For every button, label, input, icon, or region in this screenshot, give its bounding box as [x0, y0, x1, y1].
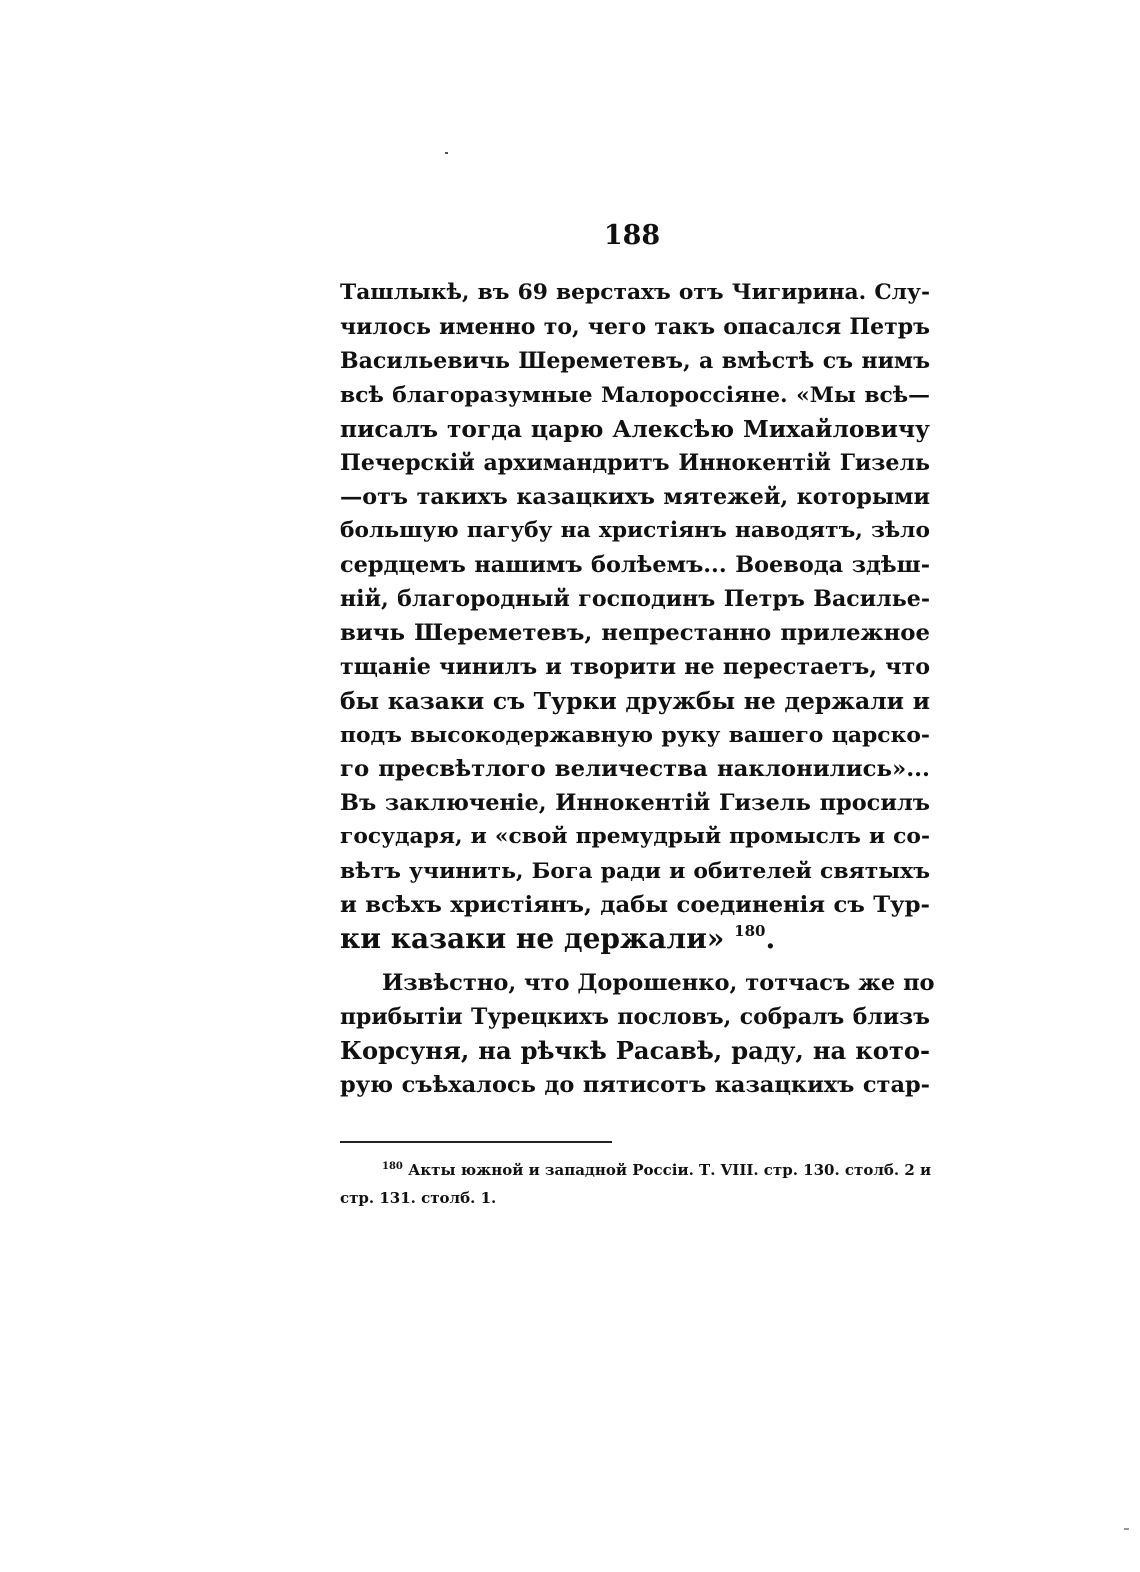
text-line: прибытіи Турецкихъ пословъ, собралъ близъ [340, 1004, 930, 1030]
text-line: Васильевичь Шереметевъ, а вмѣстѣ съ нимъ [340, 348, 930, 374]
footnote-reference: 180 [734, 922, 766, 940]
text-line: сердцемъ нашимъ болѣемъ... Воевода здѣш- [340, 552, 930, 578]
text-line: большую пагубу на христіянъ наводятъ, зѣло [340, 518, 930, 543]
text-line: Ташлыкѣ, въ 69 верстахъ отъ Чигирина. Слу- [340, 280, 930, 305]
footnote-separator [340, 1141, 612, 1143]
footnote-text: стр. 131. столб. 1. [340, 1189, 497, 1207]
text-line: чилось именно то, чего такъ опасался Петръ [340, 314, 930, 340]
footnote-number: 180 [382, 1161, 403, 1172]
text-line: всѣ благоразумные Малороссіяне. «Мы всѣ— [340, 382, 930, 408]
scan-speck [1124, 1528, 1129, 1530]
text-line: Извѣстно, что Дорошенко, тотчасъ же по [382, 970, 935, 996]
footnote [340, 1156, 930, 1184]
text-line: тщаніе чинилъ и творити не перестаетъ, что [340, 654, 930, 680]
footnotes [340, 1156, 930, 1212]
text-line: Корсуня, на рѣчкѣ Расавѣ, раду, на кото- [340, 1036, 930, 1065]
text-line: вичь Шереметевъ, непрестанно прилежное [340, 620, 930, 646]
text-line-content: ки казаки не держали» [340, 922, 725, 955]
text-line: Печерскій архимандритъ Иннокентій Гизель [340, 450, 930, 476]
page-number: 188 [603, 220, 661, 251]
text-line: рую съѣхалось до пятисотъ казацкихъ стар- [340, 1072, 930, 1098]
text-line: ній, благородный господинъ Петръ Василье- [340, 586, 930, 612]
text-line: и всѣхъ христіянъ, дабы соединенія съ Тур- [340, 892, 930, 918]
text-line: писалъ тогда царю Алексѣю Михайловичу [340, 415, 930, 443]
scan-speck [445, 152, 448, 154]
footnote-text: Акты южной и западной Россіи. Т. VIII. стр. 130. столб. 2 и [408, 1161, 932, 1179]
text-line: Въ заключеніе, Иннокентій Гизель просилъ [340, 790, 930, 816]
text-line: вѣтъ учинить, Бога ради и обителей святыхъ [340, 858, 930, 884]
text-line: ки казаки не держали» $^{180}$. [340, 922, 776, 955]
main-text [340, 276, 935, 1102]
text-line: подъ высокодержавную руку вашего царско- [340, 722, 930, 748]
text-line: —отъ такихъ казацкихъ мятежей, которыми [340, 484, 930, 510]
text-line: государя, и «свой премудрый промыслъ и со- [340, 824, 930, 849]
text-line: го пресвѣтлого величества наклонились»... [340, 756, 930, 782]
text-line: бы казаки съ Турки дружбы не держали и [340, 687, 930, 715]
